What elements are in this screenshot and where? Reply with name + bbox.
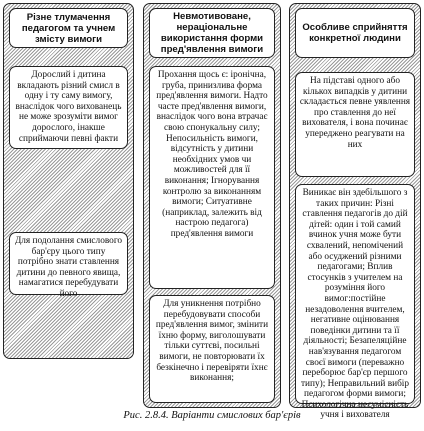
column-header-3 [295, 8, 415, 58]
column-header-3-text: Особливе сприйняття конкретної людини [302, 22, 408, 44]
column-3-block-2-text: Виникає він здебільшого з таких причин: Різні ставлення педагогів до дій дітей: один і той самий вчинок учня може бути схвалений, непомічений або осуджений різними педагогами; Вплив стосунків з учителем на розуміння його вимог:постійне незадоволення вчителем, негативне оцінювання поведінки дитини та її діяльності; Безапеляційне нав'язування педагогом своєї вимоги (переважно переборює бар'єр першого типу); Неправильний вибір педагогом форми вимоги; Психологічна несумісність учня і вихователя [300, 188, 410, 421]
column-1-block-1-text: Дорослий і дитина вкладають різний смисл в одну і ту саму вимогу, внаслідок чого вихованець не може зрозуміти вимог дорослого, інакше сприймаючи певні факти [15, 70, 122, 144]
column-panel-1 [3, 3, 134, 359]
column-header-2-text: Невмотивоване, нераціональне використання форми пред'явлення вимоги [160, 11, 264, 55]
column-header-1-text: Різне тлумачення педагогом та учнем змісту вимоги [21, 11, 116, 45]
column-1-block-2 [9, 232, 128, 299]
column-1-block-2-text: Для подолання смислового бар'єру цього типу потрібно знати ставлення дитини до певного явища, намагатися перебудувати його [14, 236, 123, 299]
column-1-block-1 [9, 66, 128, 149]
column-3-block-1 [295, 72, 415, 177]
column-header-2 [149, 8, 275, 58]
column-2-block-2-text: Для уникнення потрібно перебудовувати способи пред'явлення вимог, змінити їхню форму, виголошувати тільки суттєві, посильні вимоги, не повторювати їх безкінечно і перевіряти їхнє виконання; [155, 299, 269, 384]
column-2-block-1 [149, 66, 275, 289]
figure-caption: Рис. 2.8.4. Варіанти смислових бар'єрів [123, 410, 301, 421]
column-2-block-1-text: Прохання щось є: іронічна, груба, принизлива форма пред'явлення вимоги. Надто часте пред'явлення вимоги, внаслідок чого вона втрачає свою спонукальну силу; Непосильність вимоги, відсутність у дитини необхідних умов чи можливостей для її виконання; Ігнорування контролю за виконанням вимоги; Ситуативне (наприклад, залежить від настрою педагога) пред'явлення вимоги [156, 70, 268, 239]
column-header-1 [9, 8, 128, 48]
column-2-block-2 [149, 295, 275, 403]
column-3-block-1-text: На підставі одного або кількох випадків у дитини складається певне уявлення про ставлення до неї вихователя, і вона починає упереджено реагувати на них [299, 76, 411, 150]
column-3-block-2 [295, 184, 415, 421]
